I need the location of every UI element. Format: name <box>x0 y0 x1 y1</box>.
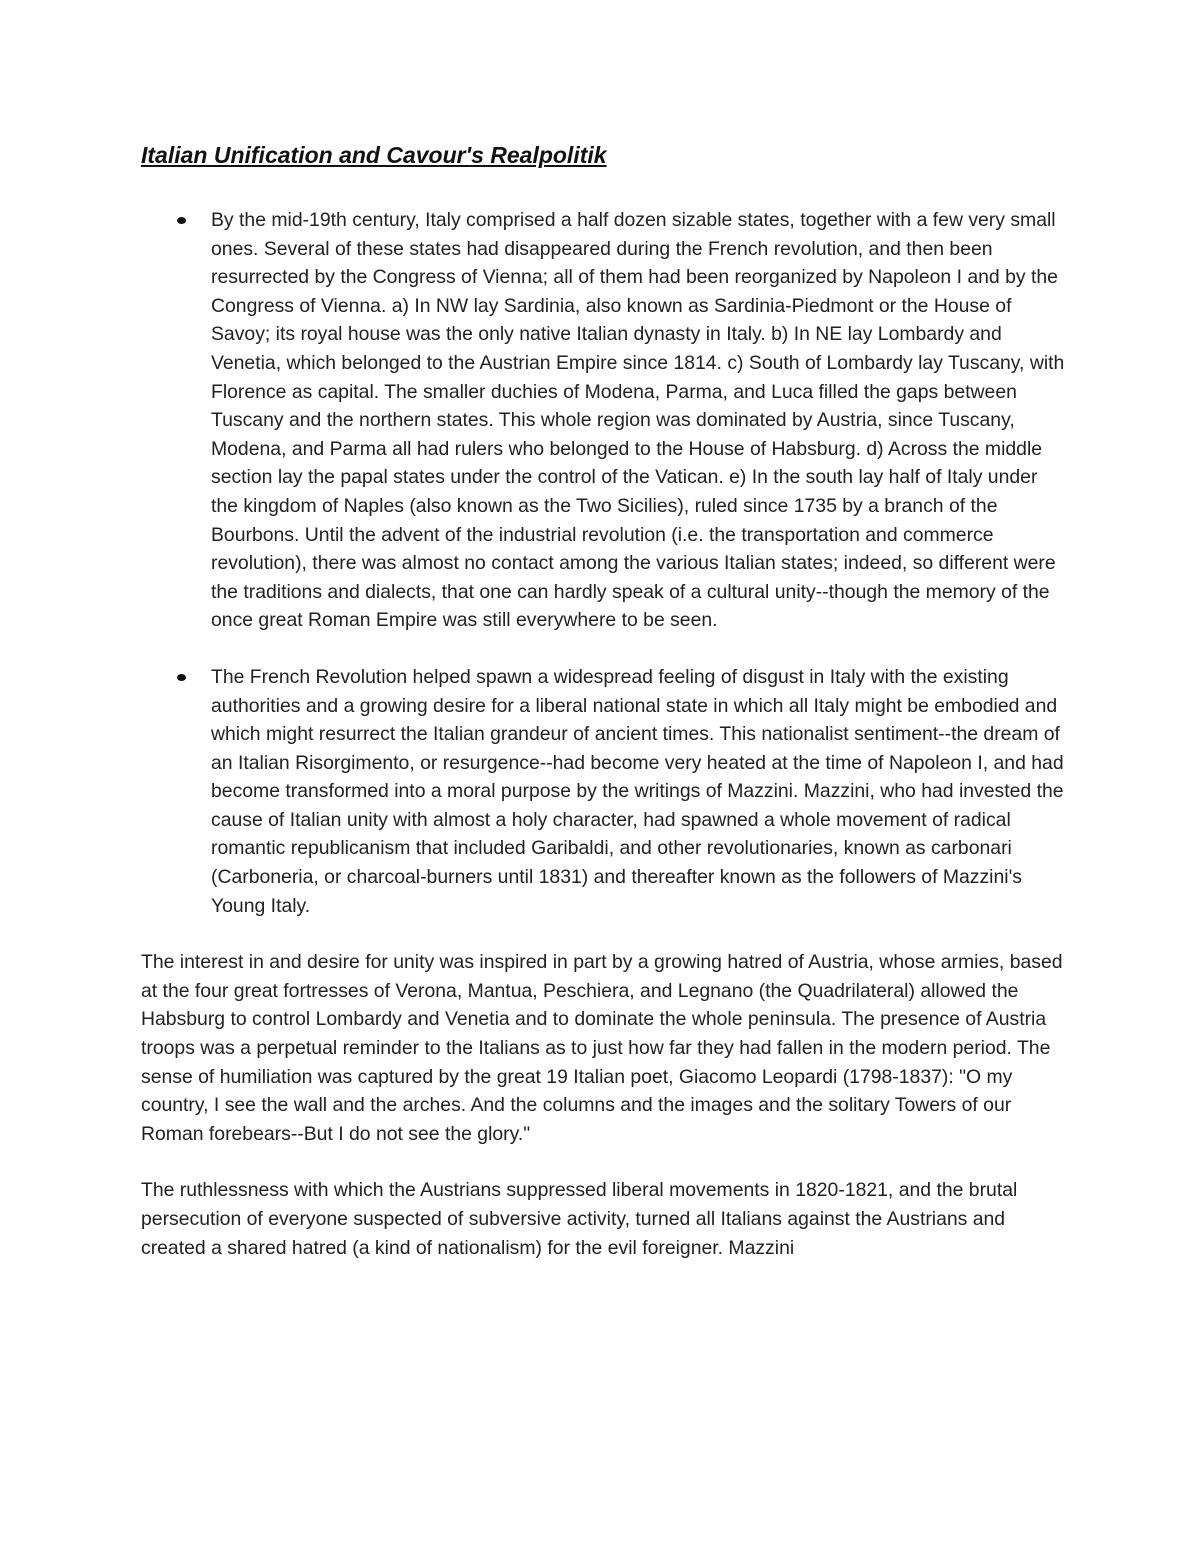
list-item-text: The French Revolution helped spawn a widespread feeling of disgust in Italy with the existing authorities and a growing desire for a liberal national state in which all Italy might be embodied and which might resurrect the Italian grandeur of ancient times. This nationalist sentiment--the dream of an Italian Risorgimento, or resurgence--had become very heated at the time of Napoleon I, and had become transformed into a moral purpose by the writings of Mazzini. Mazzini, who had invested the cause of Italian unity with almost a holy character, had spawned a whole movement of radical romantic republicanism that included Garibaldi, and other revolutionaries, known as carbonari (Carboneria, or charcoal-burners until 1831) and thereafter known as the followers of Mazzini's Young Italy. <box>211 665 1064 917</box>
document-title: Italian Unification and Cavour's Realpolitik <box>141 142 607 168</box>
list-item-text: By the mid-19th century, Italy comprised a half dozen sizable states, together with a few very small ones. Several of these states had disappeared during the French revolution, and then been resurrected by the Congress of Vienna; all of them had been reorganized by Napoleon I and by the Congress of Vienna. a) In NW lay Sardinia, also known as Sardinia-Piedmont or the House of Savoy; its royal house was the only native Italian dynasty in Italy. b) In NE lay Lombardy and Venetia, which belonged to the Austrian Empire since 1814. c) South of Lombardy lay Tuscany, with Florence as capital. The smaller duchies of Modena, Parma, and Luca filled the gaps between Tuscany and the northern states. This whole region was dominated by Austria, since Tuscany, Modena, and Parma all had rulers who belonged to the House of Habsburg. d) Across the middle section lay the papal states under the control of the Vatican. e) In the south lay half of Italy under the kingdom of Naples (also known as the Two Sicilies), ruled since 1735 by a branch of the Bourbons. Until the advent of the industrial revolution (i.e. the transportation and commerce revolution), there was almost no contact among the various Italian states; indeed, so different were the traditions and dialects, that one can hardly speak of a cultural unity--though the memory of the once great Roman Empire was still everywhere to be seen. <box>211 209 1065 632</box>
body-paragraph: The ruthlessness with which the Austrians suppressed liberal movements in 1820-1821, and the brutal persecution of everyone suspected of subversive activity, turned all Italians against the Austrians and created a shared hatred (a kind of nationalism) for the evil foreigner. Mazzini <box>141 1179 1018 1259</box>
bullet-icon <box>177 217 186 224</box>
list-item <box>141 663 1066 920</box>
bullet-icon <box>177 674 186 681</box>
body-paragraph: The interest in and desire for unity was inspired in part by a growing hatred of Austria, whose armies, based at the four great fortresses of Verona, Mantua, Peschiera, and Legnano (the Quadrilateral) allowed the Habsburg to control Lombardy and Venetia and to dominate the whole peninsula. The presence of Austria troops was a perpetual reminder to the Italians as to just how far they had fallen in the modern period. The sense of humiliation was captured by the great 19 Italian poet, Giacomo Leopardi (1798-1837): "O my country, I see the wall and the arches. And the columns and the images and the solitary Towers of our Roman forebears--But I do not see the glory." <box>141 951 1063 1145</box>
list-item <box>141 206 1066 635</box>
document-page <box>141 138 1066 1290</box>
bullet-list <box>141 206 1066 920</box>
